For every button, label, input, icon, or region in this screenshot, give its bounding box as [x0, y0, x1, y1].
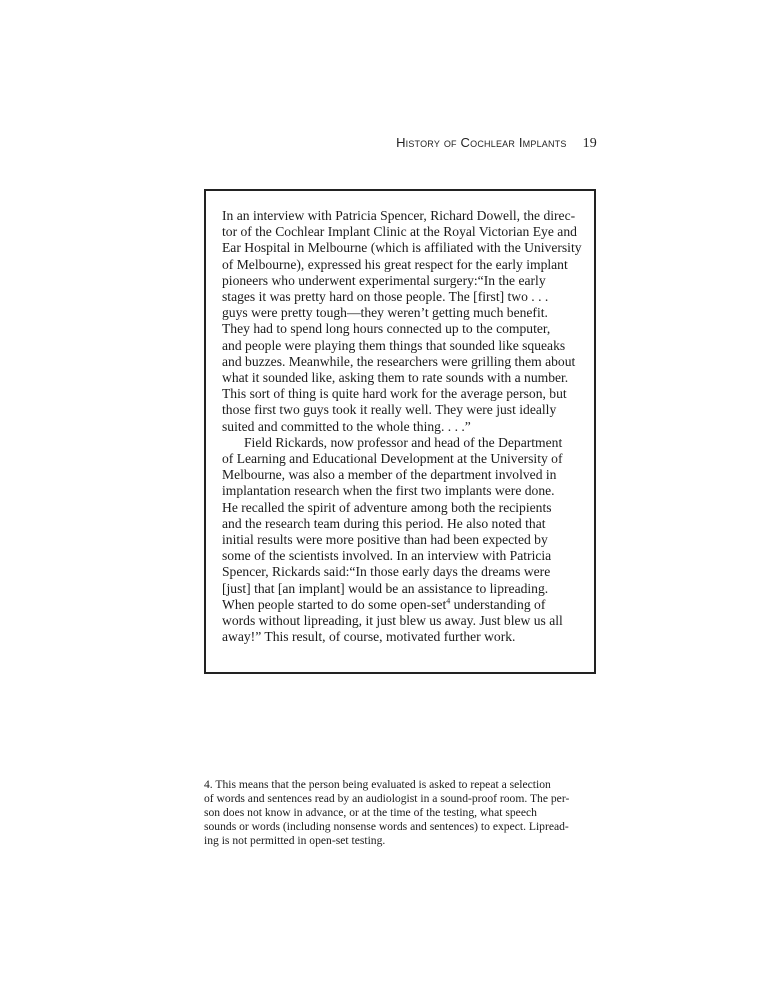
- text-line: He recalled the spirit of adventure among both the recipients: [222, 499, 552, 515]
- footnote-line: of words and sentences read by an audiologist in a sound-proof room. The per-: [204, 792, 570, 805]
- text-line-with-footnote: [222, 597, 581, 613]
- sidebar-box: [204, 189, 596, 674]
- sidebar-paragraph-2: [222, 435, 581, 646]
- text-line: They had to spend long hours connected up to the computer,: [222, 321, 551, 337]
- text-line: Melbourne, was also a member of the department involved in: [222, 467, 557, 483]
- text-line: Ear Hospital in Melbourne (which is affiliated with the University: [222, 240, 582, 256]
- text-line: Spencer, Rickards said:“In those early days the dreams were: [222, 564, 551, 580]
- running-head-title: History of Cochlear Implants: [396, 135, 567, 150]
- sidebar-paragraph-1: [222, 208, 581, 435]
- text-line: some of the scientists involved. In an interview with Patricia: [222, 548, 552, 564]
- footnote-line: 4. This means that the person being evaluated is asked to repeat a selection: [204, 778, 551, 791]
- page-number: 19: [582, 136, 597, 151]
- text-line: of Learning and Educational Development at the University of: [222, 451, 563, 467]
- text-line: pioneers who underwent experimental surgery:“In the early: [222, 272, 546, 288]
- text-line: This sort of thing is quite hard work for the average person, but: [222, 386, 567, 402]
- text-line: initial results were more positive than had been expected by: [222, 532, 548, 548]
- text-line: away!” This result, of course, motivated further work.: [222, 629, 516, 645]
- footnote-line: ing is not permitted in open-set testing.: [204, 834, 386, 847]
- text-line: tor of the Cochlear Implant Clinic at the Royal Victorian Eye and: [222, 224, 577, 240]
- text-line: and people were playing them things that sounded like squeaks: [222, 337, 566, 353]
- text-line: In an interview with Patricia Spencer, Richard Dowell, the direc-: [222, 208, 576, 223]
- text-line: stages it was pretty hard on those people. The [first] two . . .: [222, 289, 549, 305]
- footnote-line: son does not know in advance, or at the time of the testing, what speech: [204, 806, 537, 819]
- text-line: [just] that [an implant] would be an assistance to lipreading.: [222, 580, 549, 596]
- text-line: Field Rickards, now professor and head of the Department: [244, 434, 563, 450]
- text-line: those first two guys took it really well. They were just ideally: [222, 402, 557, 418]
- running-head: [396, 135, 597, 152]
- text-segment: When people started to do some open-set: [222, 596, 447, 612]
- text-line: and the research team during this period. He also noted that: [222, 515, 546, 531]
- text-line: of Melbourne), expressed his great respect for the early implant: [222, 256, 568, 272]
- text-segment: understanding of: [450, 596, 546, 612]
- footnote-reference[interactable]: 4: [446, 596, 451, 606]
- text-line: suited and committed to the whole thing. . . .”: [222, 418, 471, 434]
- text-line: and buzzes. Meanwhile, the researchers were grilling them about: [222, 353, 576, 369]
- text-line: guys were pretty tough—they weren’t getting much benefit.: [222, 305, 548, 321]
- text-line: what it sounded like, asking them to rate sounds with a number.: [222, 370, 569, 386]
- footnote: [204, 778, 604, 848]
- footnote-line: sounds or words (including nonsense words and sentences) to expect. Lipread-: [204, 820, 569, 833]
- text-line: words without lipreading, it just blew us away. Just blew us all: [222, 613, 563, 629]
- text-line: implantation research when the first two implants were done.: [222, 483, 555, 499]
